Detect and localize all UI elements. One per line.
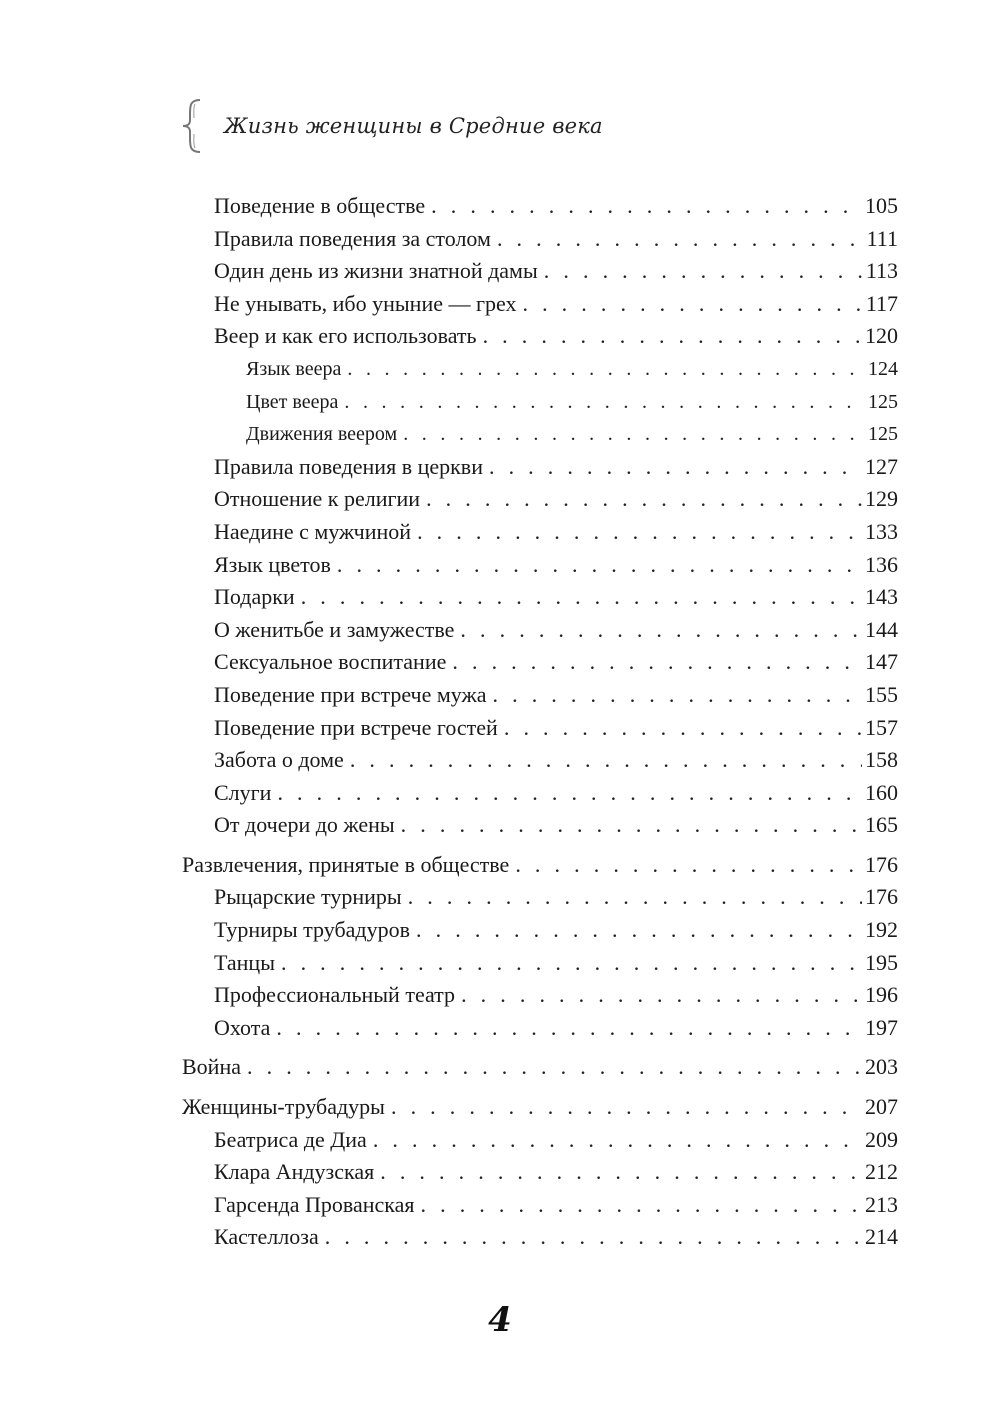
toc-leader-dots (416, 914, 862, 947)
toc-entry-page: 124 (868, 357, 898, 380)
toc-leader-dots (373, 1124, 862, 1157)
toc-entry (182, 451, 898, 484)
toc-entry (182, 777, 898, 810)
toc-entry (182, 1124, 898, 1157)
toc-entry (182, 947, 898, 980)
toc-entry (182, 255, 898, 288)
toc-entry (182, 223, 898, 256)
toc-entry-title: Поведение при встрече гостей (214, 714, 498, 740)
book-title: Жизнь женщины в Средние века (224, 114, 603, 138)
toc-leader-dots (403, 418, 865, 451)
toc-entry-page: 213 (865, 1191, 898, 1217)
toc-entry-page: 120 (865, 323, 898, 349)
toc-entry-title: Язык веера (246, 357, 342, 380)
toc-leader-dots (544, 255, 863, 288)
toc-entry-page: 129 (865, 486, 898, 512)
toc-entry-title: Язык цветов (214, 551, 331, 577)
toc-entry-page: 196 (865, 982, 898, 1008)
toc-leader-dots (247, 1051, 862, 1084)
toc-entry (182, 549, 898, 582)
toc-entry (182, 1189, 898, 1222)
toc-entry (182, 288, 898, 321)
toc-leader-dots (408, 881, 862, 914)
toc-leader-dots (380, 1156, 862, 1189)
toc-entry-title: Правила поведения за столом (214, 225, 491, 251)
toc-leader-dots (347, 353, 865, 386)
toc-entry-page: 176 (865, 884, 898, 910)
toc-entry-page: 195 (865, 949, 898, 975)
toc-entry (182, 483, 898, 516)
toc-entry-title: Сексуальное воспитание (214, 649, 447, 675)
toc-entry-page: 143 (865, 584, 898, 610)
toc-entry-page: 125 (868, 423, 898, 446)
toc-entry-title: Гарсенда Прованская (214, 1191, 415, 1217)
toc-entry-title: Война (182, 1054, 241, 1080)
toc-entry-page: 125 (868, 390, 898, 413)
toc-leader-dots (344, 386, 865, 419)
toc-entry-title: Женщины-трубадуры (182, 1094, 385, 1120)
toc-entry (182, 979, 898, 1012)
toc-entry-page: 158 (865, 747, 898, 773)
toc-leader-dots (452, 646, 862, 679)
toc-entry-title: От дочери до жены (214, 812, 395, 838)
toc-entry (182, 320, 898, 353)
toc-entry-title: Подарки (214, 584, 295, 610)
page-number: 4 (488, 1300, 512, 1340)
toc-entry-title: Рыцарские турниры (214, 884, 402, 910)
toc-entry-title: Танцы (214, 949, 275, 975)
toc-entry (182, 809, 898, 842)
toc-entry-page: 147 (865, 649, 898, 675)
toc-entry (182, 849, 898, 882)
toc-entry (182, 386, 898, 419)
toc-entry-page: 212 (865, 1159, 898, 1185)
toc-leader-dots (276, 1012, 862, 1045)
toc-entry-title: Поведение в обществе (214, 193, 426, 218)
toc-entry-title: Клара Андузская (214, 1159, 375, 1185)
toc-entry-title: Движения веером (246, 423, 398, 446)
toc-entry (182, 190, 898, 223)
toc-entry-page: 113 (865, 258, 898, 284)
toc-entry-title: Правила поведения в церкви (214, 453, 483, 479)
toc-leader-dots (391, 1091, 862, 1124)
toc-leader-dots (504, 712, 862, 745)
toc-entry (182, 1051, 898, 1084)
toc-entry (182, 418, 898, 451)
toc-entry-page: 207 (865, 1094, 898, 1120)
toc-entry-page: 117 (865, 290, 898, 316)
toc-entry-page: 165 (865, 812, 898, 838)
toc-entry-page: 136 (865, 551, 898, 577)
toc-entry-page: 157 (865, 714, 898, 740)
toc-entry (182, 1091, 898, 1124)
toc-entry-title: Не унывать, ибо уныние — грех (214, 290, 517, 316)
toc-leader-dots (337, 549, 862, 582)
toc-entry-page: 209 (865, 1126, 898, 1152)
toc-leader-dots (426, 483, 862, 516)
toc-entry-title: Турниры трубадуров (214, 917, 411, 943)
toc-entry-title: Забота о доме (214, 747, 344, 773)
toc-entry-title: Поведение при встрече мужа (214, 681, 487, 707)
toc-entry-title: Профессиональный театр (214, 982, 456, 1008)
toc-entry (182, 881, 898, 914)
toc-entry-title: Один день из жизни знатной дамы (214, 258, 538, 284)
toc-leader-dots (401, 809, 862, 842)
toc-leader-dots (281, 947, 862, 980)
toc-leader-dots (350, 744, 862, 777)
toc-entry-page: 105 (865, 193, 898, 218)
curly-bracket-ornament-icon (178, 96, 208, 156)
toc-leader-dots (515, 849, 862, 882)
toc-entry (182, 646, 898, 679)
toc-entry-page: 176 (865, 851, 898, 877)
toc-entry-title: Цвет веера (246, 390, 339, 413)
toc-entry-title: Слуги (214, 779, 272, 805)
toc-entry-page: 144 (865, 616, 898, 642)
toc-leader-dots (522, 288, 862, 321)
toc-entry-title: Развлечения, принятые в обществе (182, 851, 510, 877)
toc-entry-page: 111 (866, 225, 898, 251)
toc-leader-dots (483, 320, 862, 353)
toc-leader-dots (497, 223, 864, 256)
toc-entry-title: Охота (214, 1014, 271, 1040)
toc-leader-dots (421, 1189, 863, 1222)
toc-entry-page: 155 (865, 681, 898, 707)
toc-entry-title: Веер и как его использовать (214, 323, 477, 349)
toc-leader-dots (431, 190, 862, 223)
toc-entry-page: 203 (865, 1054, 898, 1080)
toc-leader-dots (460, 614, 862, 647)
toc-leader-dots (301, 581, 862, 614)
toc-entry-title: О женитьбе и замужестве (214, 616, 455, 642)
toc-entry-title: Беатриса де Диа (214, 1126, 367, 1152)
toc-leader-dots (277, 777, 862, 810)
toc-entry (182, 1221, 898, 1254)
toc-leader-dots (325, 1221, 862, 1254)
toc-entry-title: Кастеллоза (214, 1224, 319, 1250)
toc-entry (182, 744, 898, 777)
toc-entry (182, 1012, 898, 1045)
toc-leader-dots (417, 516, 862, 549)
toc-leader-dots (493, 679, 863, 712)
toc-entry (182, 614, 898, 647)
toc-entry (182, 516, 898, 549)
toc-entry (182, 353, 898, 386)
toc-entry-page: 127 (865, 453, 898, 479)
toc-entry-page: 160 (865, 779, 898, 805)
toc-entry (182, 712, 898, 745)
running-header (178, 96, 603, 156)
toc-entry-page: 197 (865, 1014, 898, 1040)
toc-entry (182, 679, 898, 712)
toc-entry-title: Отношение к религии (214, 486, 421, 512)
toc-entry-title: Наедине с мужчиной (214, 518, 412, 544)
table-of-contents (182, 190, 898, 1254)
toc-leader-dots (489, 451, 862, 484)
toc-entry (182, 1156, 898, 1189)
toc-entry-page: 192 (865, 917, 898, 943)
toc-entry-page: 133 (865, 518, 898, 544)
toc-entry (182, 581, 898, 614)
toc-leader-dots (461, 979, 862, 1012)
toc-entry (182, 914, 898, 947)
toc-entry-page: 214 (865, 1224, 898, 1250)
